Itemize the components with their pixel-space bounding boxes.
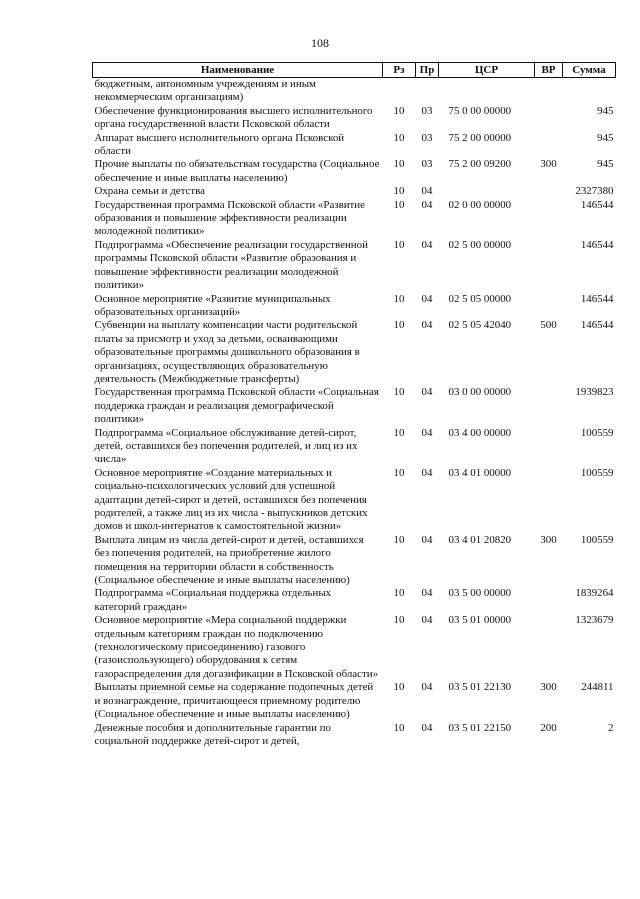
table-header-row [93,63,616,78]
row-name: Охрана семьи и детства [94,185,205,198]
row-name: Субвенции на выплату компенсации части родительской платы за присмотр и уход за детьми, осваивающими образовательные программы дошкольного образования в организациях, осуществляющих образовательную деятельность (Межбюджетные трансферты) [94,319,360,385]
table-row [93,319,616,386]
table-row [93,681,616,721]
row-vr: 300 [540,158,557,171]
row-name: Основное мероприятие «Создание материальных и социально-психологических условий для успешной адаптации детей-сирот и детей, оставшихся без попечения родителей, а также лиц из их числа - выпускников детских домов и школ-интернатов к самостоятельной жизни» [94,466,368,533]
row-sum: 1323679 [575,614,614,627]
row-sum: 100559 [580,466,614,479]
budget-table [92,62,616,748]
row-pr: 04 [421,386,433,399]
row-vr: 500 [540,319,557,332]
row-rz: 10 [393,533,405,546]
row-csr: 02 0 00 00000 [448,198,512,211]
row-pr: 03 [421,131,433,144]
row-rz: 10 [393,185,405,198]
row-rz: 10 [393,158,405,171]
row-sum: 244811 [581,681,614,694]
row-sum: 2327380 [575,185,614,198]
row-rz: 10 [393,614,405,627]
table-row [93,587,616,614]
row-vr [535,614,563,681]
row-rz: 10 [393,238,405,251]
row-name: Подпрограмма «Социальное обслуживание детей-сирот, детей, оставшихся без попечения родителей, и лиц из их числа» [94,426,358,466]
table-row [93,722,616,749]
row-csr: 75 2 00 00000 [448,131,512,144]
row-csr: 03 0 00 00000 [448,386,512,399]
row-name: Подпрограмма «Социальная поддержка отдельных категорий граждан» [94,587,332,613]
row-pr: 04 [421,426,433,439]
row-csr: 03 4 01 00000 [448,466,512,479]
row-name: бюджетным, автономным учреждениям и иным некоммерческим организациям) [94,78,316,104]
table-row [93,239,616,293]
row-pr: 04 [421,238,433,251]
row-name: Основное мероприятие «Развитие муниципальных образовательных организаций» [94,292,331,318]
row-vr [535,78,563,105]
table-row [93,293,616,320]
row-csr: 02 5 05 00000 [448,292,512,305]
header-sum: Сумма [563,63,616,78]
row-csr [439,185,535,198]
row-pr: 04 [421,614,433,627]
row-rz [383,78,416,105]
row-sum: 146544 [580,319,614,332]
row-pr: 04 [421,292,433,305]
row-vr [535,386,563,426]
row-pr: 04 [421,319,433,332]
row-sum: 1839264 [575,587,614,600]
header-rz: Рз [383,63,416,78]
row-pr: 04 [421,721,433,734]
row-vr [535,105,563,132]
row-csr: 03 5 01 00000 [448,614,512,627]
table-row [93,105,616,132]
row-rz: 10 [393,681,405,694]
row-csr: 75 0 00 00000 [448,104,512,117]
row-pr: 04 [421,466,433,479]
row-name: Денежные пособия и дополнительные гарантии по социальной поддержке детей-сирот и детей, [94,721,331,747]
row-name: Аппарат высшего исполнительного органа Псковской области [94,131,345,158]
row-rz: 10 [393,198,405,211]
row-sum: 100559 [580,426,614,439]
row-name: Государственная программа Псковской области «Социальная поддержка граждан и реализация демографической политики» [94,386,379,426]
row-sum: 945 [597,104,614,117]
row-vr [535,239,563,293]
row-rz: 10 [393,386,405,399]
row-vr [535,587,563,614]
table-row [93,78,616,105]
row-sum: 945 [597,158,614,171]
row-pr: 04 [421,185,433,198]
row-vr [535,293,563,320]
table-row [93,427,616,467]
row-name: Выплата лицам из числа детей-сирот и детей, оставшихся без попечения родителей, на приобретение жилого помещения на территории области в собственность (Социальное обеспечение и иные выплаты населению) [94,533,364,587]
table-row [93,386,616,426]
row-name: Прочие выплаты по обязательствам государства (Социальное обеспечение и иные выплаты населению) [94,158,380,184]
row-csr: 03 4 00 00000 [448,426,512,439]
row-rz: 10 [393,587,405,600]
table-row [93,158,616,185]
header-name: Наименование [93,63,383,78]
row-csr: 02 5 00 00000 [448,238,512,251]
row-rz: 10 [393,131,405,144]
row-vr [535,185,563,198]
table-row [93,534,616,588]
row-name: Подпрограмма «Обеспечение реализации государственной программы Псковской области «Развитие образования и повышение эффективности реализации молодежной политики» [94,238,368,292]
row-vr [535,467,563,534]
row-name: Обеспечение функционирования высшего исполнительного органа государственной власти Псковской области [94,104,373,131]
row-csr [439,78,535,105]
row-sum: 146544 [580,292,614,305]
page-number: 108 [311,36,329,50]
row-rz: 10 [393,319,405,332]
table-row [93,185,616,198]
row-vr: 300 [540,681,557,694]
row-sum: 146544 [580,198,614,211]
row-vr [535,132,563,159]
row-rz: 10 [393,104,405,117]
row-csr: 03 5 01 22130 [448,681,512,694]
row-csr: 03 5 00 00000 [448,587,512,600]
header-csr: ЦСР [439,63,535,78]
row-csr: 02 5 05 42040 [448,319,512,332]
row-name: Выплаты приемной семье на содержание подопечных детей и вознаграждение, причитающееся приемному родителю (Социальное обеспечение и иные выплаты населению) [94,681,374,721]
table-row [93,614,616,681]
row-vr: 300 [540,533,557,546]
row-sum: 146544 [580,238,614,251]
row-pr: 04 [421,587,433,600]
row-vr: 200 [540,721,557,734]
header-vr: ВР [535,63,563,78]
row-name: Основное мероприятие «Мера социальной поддержки отдельным категориям граждан по подключению (технологическому присоединению) газового (газоиспользующего) оборудования к сетям газораспределения для догазификации в Псковской области» [94,614,379,680]
table-row [93,199,616,239]
row-name: Государственная программа Псковской области «Развитие образования и повышение эффективности реализации молодежной политики» [94,198,365,238]
header-pr: Пр [416,63,439,78]
row-sum: 945 [597,131,614,144]
row-sum: 1939823 [575,386,614,399]
row-rz: 10 [393,292,405,305]
row-rz: 10 [393,426,405,439]
row-sum: 100559 [580,533,614,546]
row-rz: 10 [393,721,405,734]
row-csr: 03 5 01 22150 [448,721,512,734]
row-csr: 03 4 01 20820 [448,533,512,546]
row-pr: 03 [421,158,433,171]
row-pr: 03 [421,104,433,117]
row-csr: 75 2 00 09200 [448,158,512,171]
row-pr: 04 [421,533,433,546]
row-pr [416,78,439,105]
row-sum: 2 [608,721,614,734]
table-row [93,132,616,159]
table-row [93,467,616,534]
row-vr [535,199,563,239]
row-rz: 10 [393,466,405,479]
row-vr [535,427,563,467]
row-sum [563,78,616,105]
row-pr: 04 [421,681,433,694]
row-pr: 04 [421,198,433,211]
